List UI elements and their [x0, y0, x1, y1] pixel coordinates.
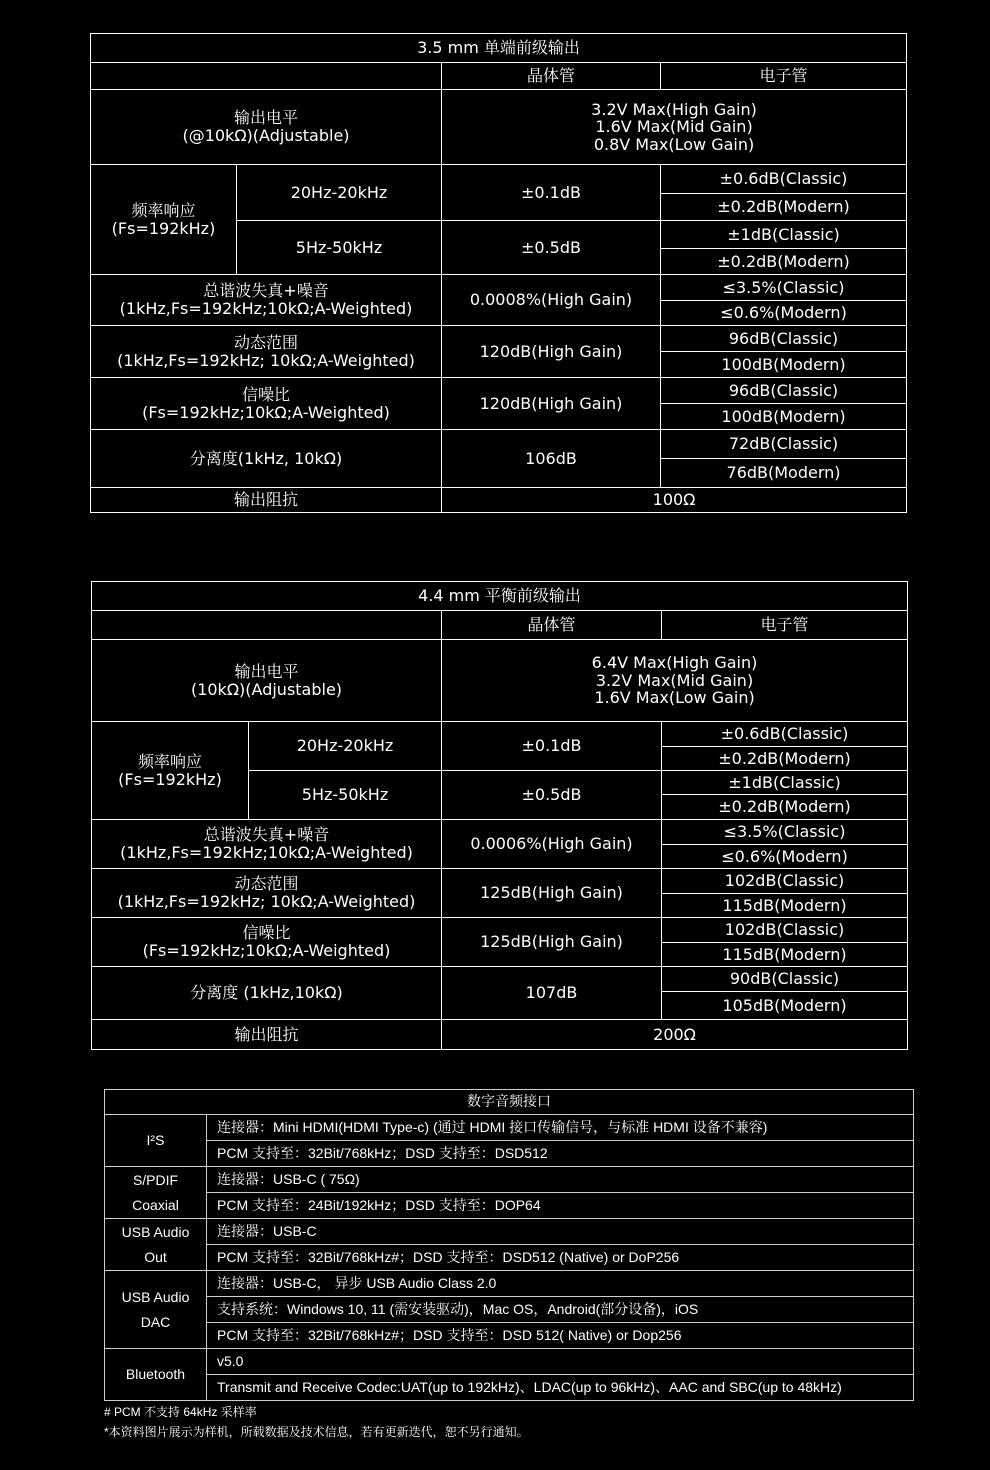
table-title: 数字音频接口	[105, 1090, 914, 1115]
freq-trans-2: ±0.5dB	[442, 221, 661, 275]
header-transistor: 晶体管	[442, 611, 662, 640]
sep-modern: 76dB(Modern)	[661, 459, 907, 488]
freq-trans-1: ±0.1dB	[442, 165, 661, 221]
freq-modern-2: ±0.2dB(Modern)	[661, 249, 907, 275]
usb-dac-support: PCM 支持至：32Bit/768kHz#；DSD 支持至：DSD 512( Native) or Dop256	[207, 1323, 914, 1349]
thd-label: 总谐波失真+噪音 (1kHz,Fs=192kHz;10kΩ;A-Weighted)	[92, 820, 442, 869]
freq-response-label: 频率响应 (Fs=192kHz)	[92, 722, 249, 820]
freq-modern-2: ±0.2dB(Modern)	[662, 795, 908, 820]
bluetooth-version: v5.0	[207, 1349, 914, 1375]
dr-classic: 96dB(Classic)	[661, 326, 907, 352]
sep-trans: 106dB	[442, 430, 661, 488]
spec-table-4-4mm	[91, 581, 908, 1050]
impedance-value: 200Ω	[442, 1020, 908, 1050]
usb-out-label: USB Audio Out	[105, 1219, 207, 1271]
sep-classic: 72dB(Classic)	[661, 430, 907, 459]
output-level-label: 输出电平 (@10kΩ)(Adjustable)	[91, 90, 442, 165]
spdif-connector: 连接器：USB-C ( 75Ω)	[207, 1167, 914, 1193]
sep-label: 分离度 (1kHz,10kΩ)	[92, 967, 442, 1020]
footnote-pcm: # PCM 不支持 64kHz 采样率	[104, 1405, 257, 1419]
thd-trans: 0.0008%(High Gain)	[442, 275, 661, 326]
freq-range-2: 5Hz-50kHz	[237, 221, 442, 275]
table-title: 4.4 mm 平衡前级输出	[92, 582, 908, 611]
thd-classic: ≤3.5%(Classic)	[661, 275, 907, 301]
freq-classic-1: ±0.6dB(Classic)	[662, 722, 908, 747]
sep-modern: 105dB(Modern)	[662, 992, 908, 1020]
output-level-label: 输出电平 (10kΩ)(Adjustable)	[92, 640, 442, 722]
snr-label: 信噪比 (Fs=192kHz;10kΩ;A-Weighted)	[91, 378, 442, 430]
snr-modern: 100dB(Modern)	[661, 404, 907, 430]
usb-dac-label: USB Audio DAC	[105, 1271, 207, 1349]
dr-label: 动态范围 (1kHz,Fs=192kHz; 10kΩ;A-Weighted)	[92, 869, 442, 918]
snr-classic: 96dB(Classic)	[661, 378, 907, 404]
freq-range-1: 20Hz-20kHz	[237, 165, 442, 221]
sep-classic: 90dB(Classic)	[662, 967, 908, 992]
impedance-label: 输出阻抗	[91, 488, 442, 513]
thd-modern: ≤0.6%(Modern)	[662, 845, 908, 869]
thd-modern: ≤0.6%(Modern)	[661, 301, 907, 326]
freq-modern-1: ±0.2dB(Modern)	[661, 194, 907, 221]
footnote-disclaimer: *本资料图片展示为样机，所载数据及技术信息，若有更新迭代，恕不另行通知。	[104, 1425, 529, 1439]
bluetooth-codecs: Transmit and Receive Codec:UAT(up to 192kHz)、LDAC(up to 96kHz)、AAC and SBC(up to 48kHz)	[207, 1375, 914, 1401]
freq-classic-2: ±1dB(Classic)	[661, 221, 907, 249]
dr-trans: 120dB(High Gain)	[442, 326, 661, 378]
spdif-support: PCM 支持至：24Bit/192kHz；DSD 支持至：DOP64	[207, 1193, 914, 1219]
freq-classic-1: ±0.6dB(Classic)	[661, 165, 907, 194]
header-tube: 电子管	[661, 63, 907, 90]
usb-dac-os: 支持系统：Windows 10, 11 (需安装驱动)，Mac OS，Android(部分设备)，iOS	[207, 1297, 914, 1323]
impedance-label: 输出阻抗	[92, 1020, 442, 1050]
freq-modern-1: ±0.2dB(Modern)	[662, 747, 908, 771]
sep-trans: 107dB	[442, 967, 662, 1020]
freq-response-label: 频率响应 (Fs=192kHz)	[91, 165, 237, 275]
dr-trans: 125dB(High Gain)	[442, 869, 662, 918]
header-blank	[92, 611, 442, 640]
usb-dac-connector: 连接器：USB-C， 异步 USB Audio Class 2.0	[207, 1271, 914, 1297]
spec-table-3-5mm	[90, 33, 907, 513]
header-blank	[91, 63, 442, 90]
footnotes	[104, 1402, 529, 1442]
i2s-connector: 连接器：Mini HDMI(HDMI Type-c) (通过 HDMI 接口传输信号，与标准 HDMI 设备不兼容)	[207, 1115, 914, 1141]
i2s-support: PCM 支持至：32Bit/768kHz；DSD 支持至：DSD512	[207, 1141, 914, 1167]
table-title: 3.5 mm 单端前级输出	[91, 34, 907, 63]
snr-label: 信噪比 (Fs=192kHz;10kΩ;A-Weighted)	[92, 918, 442, 967]
output-level-values: 3.2V Max(High Gain) 1.6V Max(Mid Gain) 0.8V Max(Low Gain)	[442, 90, 907, 165]
dr-label: 动态范围 (1kHz,Fs=192kHz; 10kΩ;A-Weighted)	[91, 326, 442, 378]
header-transistor: 晶体管	[442, 63, 661, 90]
dr-classic: 102dB(Classic)	[662, 869, 908, 894]
output-level-values: 6.4V Max(High Gain) 3.2V Max(Mid Gain) 1.6V Max(Low Gain)	[442, 640, 908, 722]
thd-trans: 0.0006%(High Gain)	[442, 820, 662, 869]
spdif-label: S/PDIF Coaxial	[105, 1167, 207, 1219]
freq-range-1: 20Hz-20kHz	[249, 722, 442, 771]
snr-modern: 115dB(Modern)	[662, 943, 908, 967]
thd-label: 总谐波失真+噪音 (1kHz,Fs=192kHz;10kΩ;A-Weighted)	[91, 275, 442, 326]
snr-trans: 120dB(High Gain)	[442, 378, 661, 430]
freq-trans-1: ±0.1dB	[442, 722, 662, 771]
dr-modern: 100dB(Modern)	[661, 352, 907, 378]
header-tube: 电子管	[662, 611, 908, 640]
sep-label: 分离度(1kHz, 10kΩ)	[91, 430, 442, 488]
freq-classic-2: ±1dB(Classic)	[662, 771, 908, 795]
dr-modern: 115dB(Modern)	[662, 894, 908, 918]
bluetooth-label: Bluetooth	[105, 1349, 207, 1401]
usb-out-connector: 连接器：USB-C	[207, 1219, 914, 1245]
snr-trans: 125dB(High Gain)	[442, 918, 662, 967]
usb-out-support: PCM 支持至：32Bit/768kHz#；DSD 支持至：DSD512 (Native) or DoP256	[207, 1245, 914, 1271]
freq-range-2: 5Hz-50kHz	[249, 771, 442, 820]
i2s-label: I²S	[105, 1115, 207, 1167]
impedance-value: 100Ω	[442, 488, 907, 513]
thd-classic: ≤3.5%(Classic)	[662, 820, 908, 845]
snr-classic: 102dB(Classic)	[662, 918, 908, 943]
freq-trans-2: ±0.5dB	[442, 771, 662, 820]
digital-interface-table	[104, 1089, 914, 1401]
